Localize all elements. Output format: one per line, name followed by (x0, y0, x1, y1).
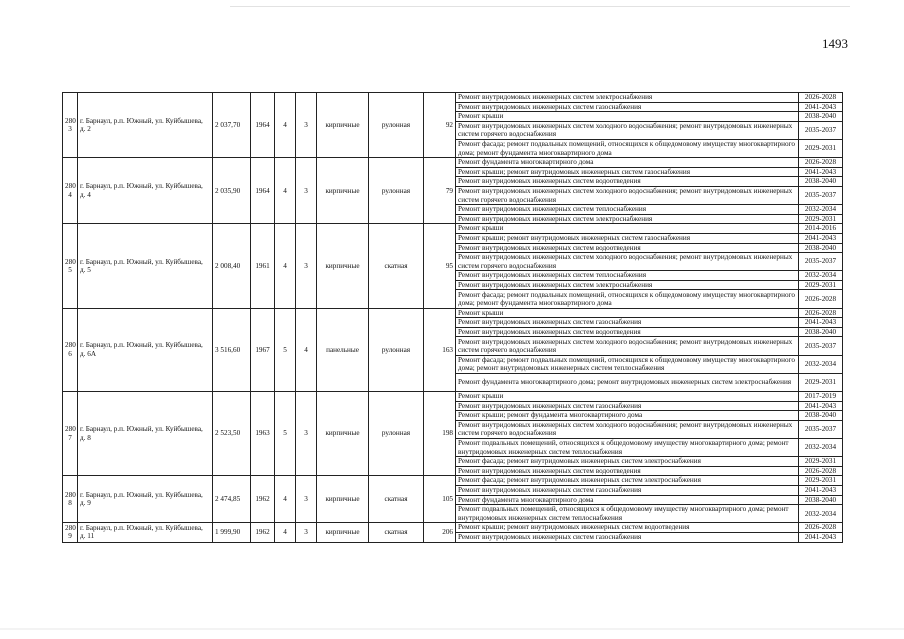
work-period-cell: 2035-2037 (799, 253, 843, 271)
work-description-cell: Ремонт внутридомовых инженерных систем электроснабжения (456, 280, 799, 290)
wall-material-cell: кирпичные (317, 158, 369, 224)
floors-cell: 5 (275, 308, 296, 391)
roof-type-cell: рулонная (369, 158, 424, 224)
work-period-cell: 2041-2043 (799, 532, 843, 542)
work-description-cell: Ремонт фасада; ремонт подвальных помещений, относящихся к общедомовому имуществу многоквартирного дома; ремонт внутридомовых инженерных систем теплоснабжения (456, 355, 799, 373)
row-number: 6 (68, 349, 72, 358)
work-period-cell: 2026-2028 (799, 466, 843, 476)
entrances-cell: 3 (296, 158, 317, 224)
work-period-cell: 2038-2040 (799, 177, 843, 187)
work-description-cell: Ремонт внутридомовых инженерных систем газоснабжения (456, 102, 799, 112)
work-period-cell: 2038-2040 (799, 243, 843, 253)
row-number-cell (63, 392, 78, 476)
area-cell: 2 008,40 (213, 224, 251, 308)
work-period-cell: 2026-2028 (799, 523, 843, 533)
work-period-cell: 2035-2037 (799, 420, 843, 438)
roof-type-cell: скатная (369, 476, 424, 523)
work-description-cell: Ремонт внутридомовых инженерных систем электроснабжения (456, 214, 799, 224)
work-description-cell: Ремонт внутридомовых инженерных систем холодного водоснабжения; ремонт внутридомовых инженерных систем горячего водоснабжения (456, 186, 799, 204)
scan-artifact-bottom (0, 628, 904, 630)
entrances-cell: 3 (296, 93, 317, 158)
work-period-cell: 2035-2037 (799, 121, 843, 139)
table-row (63, 392, 843, 402)
work-period-cell: 2017-2019 (799, 392, 843, 402)
table-row (63, 308, 843, 318)
year-cell: 1963 (251, 392, 275, 476)
work-period-cell: 2032-2034 (799, 271, 843, 281)
address-cell: г. Барнаул, р.п. Южный, ул. Куйбышева, д. 2 (78, 93, 213, 158)
address-cell: г. Барнаул, р.п. Южный, ул. Куйбышева, д. 6А (78, 308, 213, 391)
work-period-cell: 2032-2034 (799, 355, 843, 373)
address-cell: г. Барнаул, р.п. Южный, ул. Куйбышева, д. 11 (78, 523, 213, 542)
year-cell: 1962 (251, 523, 275, 542)
work-description-cell: Ремонт внутридомовых инженерных систем водоотведения (456, 177, 799, 187)
work-period-cell: 2041-2043 (799, 233, 843, 243)
work-period-cell: 2026-2028 (799, 290, 843, 308)
year-cell: 1967 (251, 308, 275, 391)
residents-cell: 92 (424, 93, 456, 158)
wall-material-cell: кирпичные (317, 224, 369, 308)
floors-cell: 4 (275, 523, 296, 542)
work-description-cell: Ремонт внутридомовых инженерных систем холодного водоснабжения; ремонт внутридомовых инженерных систем горячего водоснабжения (456, 121, 799, 139)
floors-cell: 4 (275, 93, 296, 158)
row-number-cell (63, 308, 78, 391)
wall-material-cell: кирпичные (317, 392, 369, 476)
floors-cell: 4 (275, 476, 296, 523)
work-description-cell: Ремонт крыши (456, 224, 799, 234)
year-cell: 1964 (251, 93, 275, 158)
work-period-cell: 2032-2034 (799, 438, 843, 456)
wall-material-cell: кирпичные (317, 523, 369, 542)
scan-artifact-line (230, 6, 850, 7)
row-number-cell (63, 93, 78, 158)
city-code: 280 (65, 490, 76, 499)
row-number-cell (63, 224, 78, 308)
work-period-cell: 2038-2040 (799, 112, 843, 122)
row-number: 9 (68, 532, 72, 541)
year-cell: 1962 (251, 476, 275, 523)
work-period-cell: 2035-2037 (799, 186, 843, 204)
area-cell: 2 474,85 (213, 476, 251, 523)
work-period-cell: 2029-2031 (799, 214, 843, 224)
work-description-cell: Ремонт фундамента многоквартирного дома; ремонт внутридомовых инженерных систем электроснабжения (456, 373, 799, 391)
work-description-cell: Ремонт подвальных помещений, относящихся к общедомовому имуществу многоквартирного дома; ремонт внутридомовых инженерных систем теплоснабжения (456, 438, 799, 456)
roof-type-cell: рулонная (369, 93, 424, 158)
work-description-cell: Ремонт внутридомовых инженерных систем газоснабжения (456, 401, 799, 411)
work-description-cell: Ремонт фундамента многоквартирного дома (456, 158, 799, 168)
work-description-cell: Ремонт внутридомовых инженерных систем теплоснабжения (456, 205, 799, 215)
work-period-cell: 2029-2031 (799, 139, 843, 157)
work-description-cell: Ремонт внутридомовых инженерных систем водоотведения (456, 243, 799, 253)
work-period-cell: 2026-2028 (799, 308, 843, 318)
floors-cell: 4 (275, 158, 296, 224)
work-description-cell: Ремонт внутридомовых инженерных систем холодного водоснабжения; ремонт внутридомовых инженерных систем горячего водоснабжения (456, 420, 799, 438)
work-description-cell: Ремонт фасада; ремонт внутридомовых инженерных систем электроснабжения (456, 476, 799, 486)
residents-cell: 79 (424, 158, 456, 224)
entrances-cell: 3 (296, 224, 317, 308)
work-period-cell: 2041-2043 (799, 167, 843, 177)
work-period-cell: 2029-2031 (799, 476, 843, 486)
work-period-cell: 2035-2037 (799, 337, 843, 355)
entrances-cell: 4 (296, 308, 317, 391)
work-period-cell: 2029-2031 (799, 373, 843, 391)
housing-repair-table (62, 92, 843, 543)
work-description-cell: Ремонт фасада; ремонт подвальных помещений, относящихся к общедомовому имуществу многоквартирного дома; ремонт фундамента многоквартирного дома (456, 139, 799, 157)
work-description-cell: Ремонт крыши; ремонт фундамента многоквартирного дома (456, 411, 799, 421)
residents-cell: 105 (424, 476, 456, 523)
area-cell: 2 523,50 (213, 392, 251, 476)
work-description-cell: Ремонт крыши; ремонт внутридомовых инженерных систем газоснабжения (456, 233, 799, 243)
row-number-cell (63, 476, 78, 523)
area-cell: 3 516,60 (213, 308, 251, 391)
residents-cell: 163 (424, 308, 456, 391)
row-number: 5 (68, 265, 72, 274)
entrances-cell: 3 (296, 392, 317, 476)
work-description-cell: Ремонт крыши (456, 392, 799, 402)
row-number: 3 (68, 125, 72, 134)
work-description-cell: Ремонт внутридомовых инженерных систем электроснабжения (456, 93, 799, 103)
work-period-cell: 2041-2043 (799, 318, 843, 328)
work-period-cell: 2026-2028 (799, 158, 843, 168)
work-description-cell: Ремонт внутридомовых инженерных систем водоотведения (456, 466, 799, 476)
row-number: 4 (68, 190, 72, 199)
city-code: 280 (65, 116, 76, 125)
work-period-cell: 2038-2040 (799, 495, 843, 505)
city-code: 280 (65, 257, 76, 266)
work-description-cell: Ремонт внутридомовых инженерных систем холодного водоснабжения; ремонт внутридомовых инженерных систем горячего водоснабжения (456, 253, 799, 271)
wall-material-cell: кирпичные (317, 93, 369, 158)
wall-material-cell: панельные (317, 308, 369, 391)
table-row (63, 93, 843, 103)
roof-type-cell: скатная (369, 523, 424, 542)
city-code: 280 (65, 182, 76, 191)
work-description-cell: Ремонт фасада; ремонт подвальных помещений, относящихся к общедомовому имуществу многоквартирного дома; ремонт фундамента многоквартирного дома (456, 290, 799, 308)
work-period-cell: 2041-2043 (799, 401, 843, 411)
address-cell: г. Барнаул, р.п. Южный, ул. Куйбышева, д. 5 (78, 224, 213, 308)
table-row (63, 476, 843, 486)
work-description-cell: Ремонт крыши; ремонт внутридомовых инженерных систем газоснабжения (456, 167, 799, 177)
year-cell: 1961 (251, 224, 275, 308)
work-period-cell: 2041-2043 (799, 102, 843, 112)
roof-type-cell: рулонная (369, 308, 424, 391)
table-row (63, 158, 843, 168)
residents-cell: 206 (424, 523, 456, 542)
residents-cell: 198 (424, 392, 456, 476)
work-description-cell: Ремонт фундамента многоквартирного дома (456, 495, 799, 505)
work-period-cell: 2029-2031 (799, 280, 843, 290)
work-period-cell: 2032-2034 (799, 505, 843, 523)
residents-cell: 95 (424, 224, 456, 308)
address-cell: г. Барнаул, р.п. Южный, ул. Куйбышева, д. 9 (78, 476, 213, 523)
work-description-cell: Ремонт внутридомовых инженерных систем холодного водоснабжения; ремонт внутридомовых инженерных систем горячего водоснабжения (456, 337, 799, 355)
floors-cell: 5 (275, 392, 296, 476)
table-row (63, 224, 843, 234)
work-description-cell: Ремонт крыши; ремонт внутридомовых инженерных систем водоотведения (456, 523, 799, 533)
work-description-cell: Ремонт крыши (456, 308, 799, 318)
row-number: 7 (68, 433, 72, 442)
work-period-cell: 2038-2040 (799, 327, 843, 337)
city-code: 280 (65, 524, 76, 532)
work-period-cell: 2041-2043 (799, 485, 843, 495)
work-description-cell: Ремонт внутридомовых инженерных систем газоснабжения (456, 532, 799, 542)
work-description-cell: Ремонт внутридомовых инженерных систем водоотведения (456, 327, 799, 337)
work-period-cell: 2032-2034 (799, 205, 843, 215)
city-code: 280 (65, 425, 76, 434)
wall-material-cell: кирпичные (317, 476, 369, 523)
row-number: 8 (68, 499, 72, 508)
work-description-cell: Ремонт внутридомовых инженерных систем газоснабжения (456, 485, 799, 495)
year-cell: 1964 (251, 158, 275, 224)
row-number-cell (63, 523, 78, 542)
work-period-cell: 2026-2028 (799, 93, 843, 103)
city-code: 280 (65, 341, 76, 350)
work-description-cell: Ремонт подвальных помещений, относящихся к общедомовому имуществу многоквартирного дома; ремонт внутридомовых инженерных систем теплоснабжения (456, 505, 799, 523)
work-description-cell: Ремонт крыши (456, 112, 799, 122)
row-number-cell (63, 158, 78, 224)
area-cell: 2 037,70 (213, 93, 251, 158)
roof-type-cell: рулонная (369, 392, 424, 476)
area-cell: 2 035,90 (213, 158, 251, 224)
table-row (63, 523, 843, 533)
page-number: 1493 (822, 36, 848, 51)
work-description-cell: Ремонт внутридомовых инженерных систем газоснабжения (456, 318, 799, 328)
floors-cell: 4 (275, 224, 296, 308)
entrances-cell: 3 (296, 523, 317, 542)
work-period-cell: 2014-2016 (799, 224, 843, 234)
work-period-cell: 2029-2031 (799, 457, 843, 467)
address-cell: г. Барнаул, р.п. Южный, ул. Куйбышева, д. 8 (78, 392, 213, 476)
work-period-cell: 2038-2040 (799, 411, 843, 421)
entrances-cell: 3 (296, 476, 317, 523)
work-description-cell: Ремонт фасада; ремонт внутридомовых инженерных систем электроснабжения (456, 457, 799, 467)
area-cell: 1 999,90 (213, 523, 251, 542)
roof-type-cell: скатная (369, 224, 424, 308)
work-description-cell: Ремонт внутридомовых инженерных систем теплоснабжения (456, 271, 799, 281)
address-cell: г. Барнаул, р.п. Южный, ул. Куйбышева, д. 4 (78, 158, 213, 224)
